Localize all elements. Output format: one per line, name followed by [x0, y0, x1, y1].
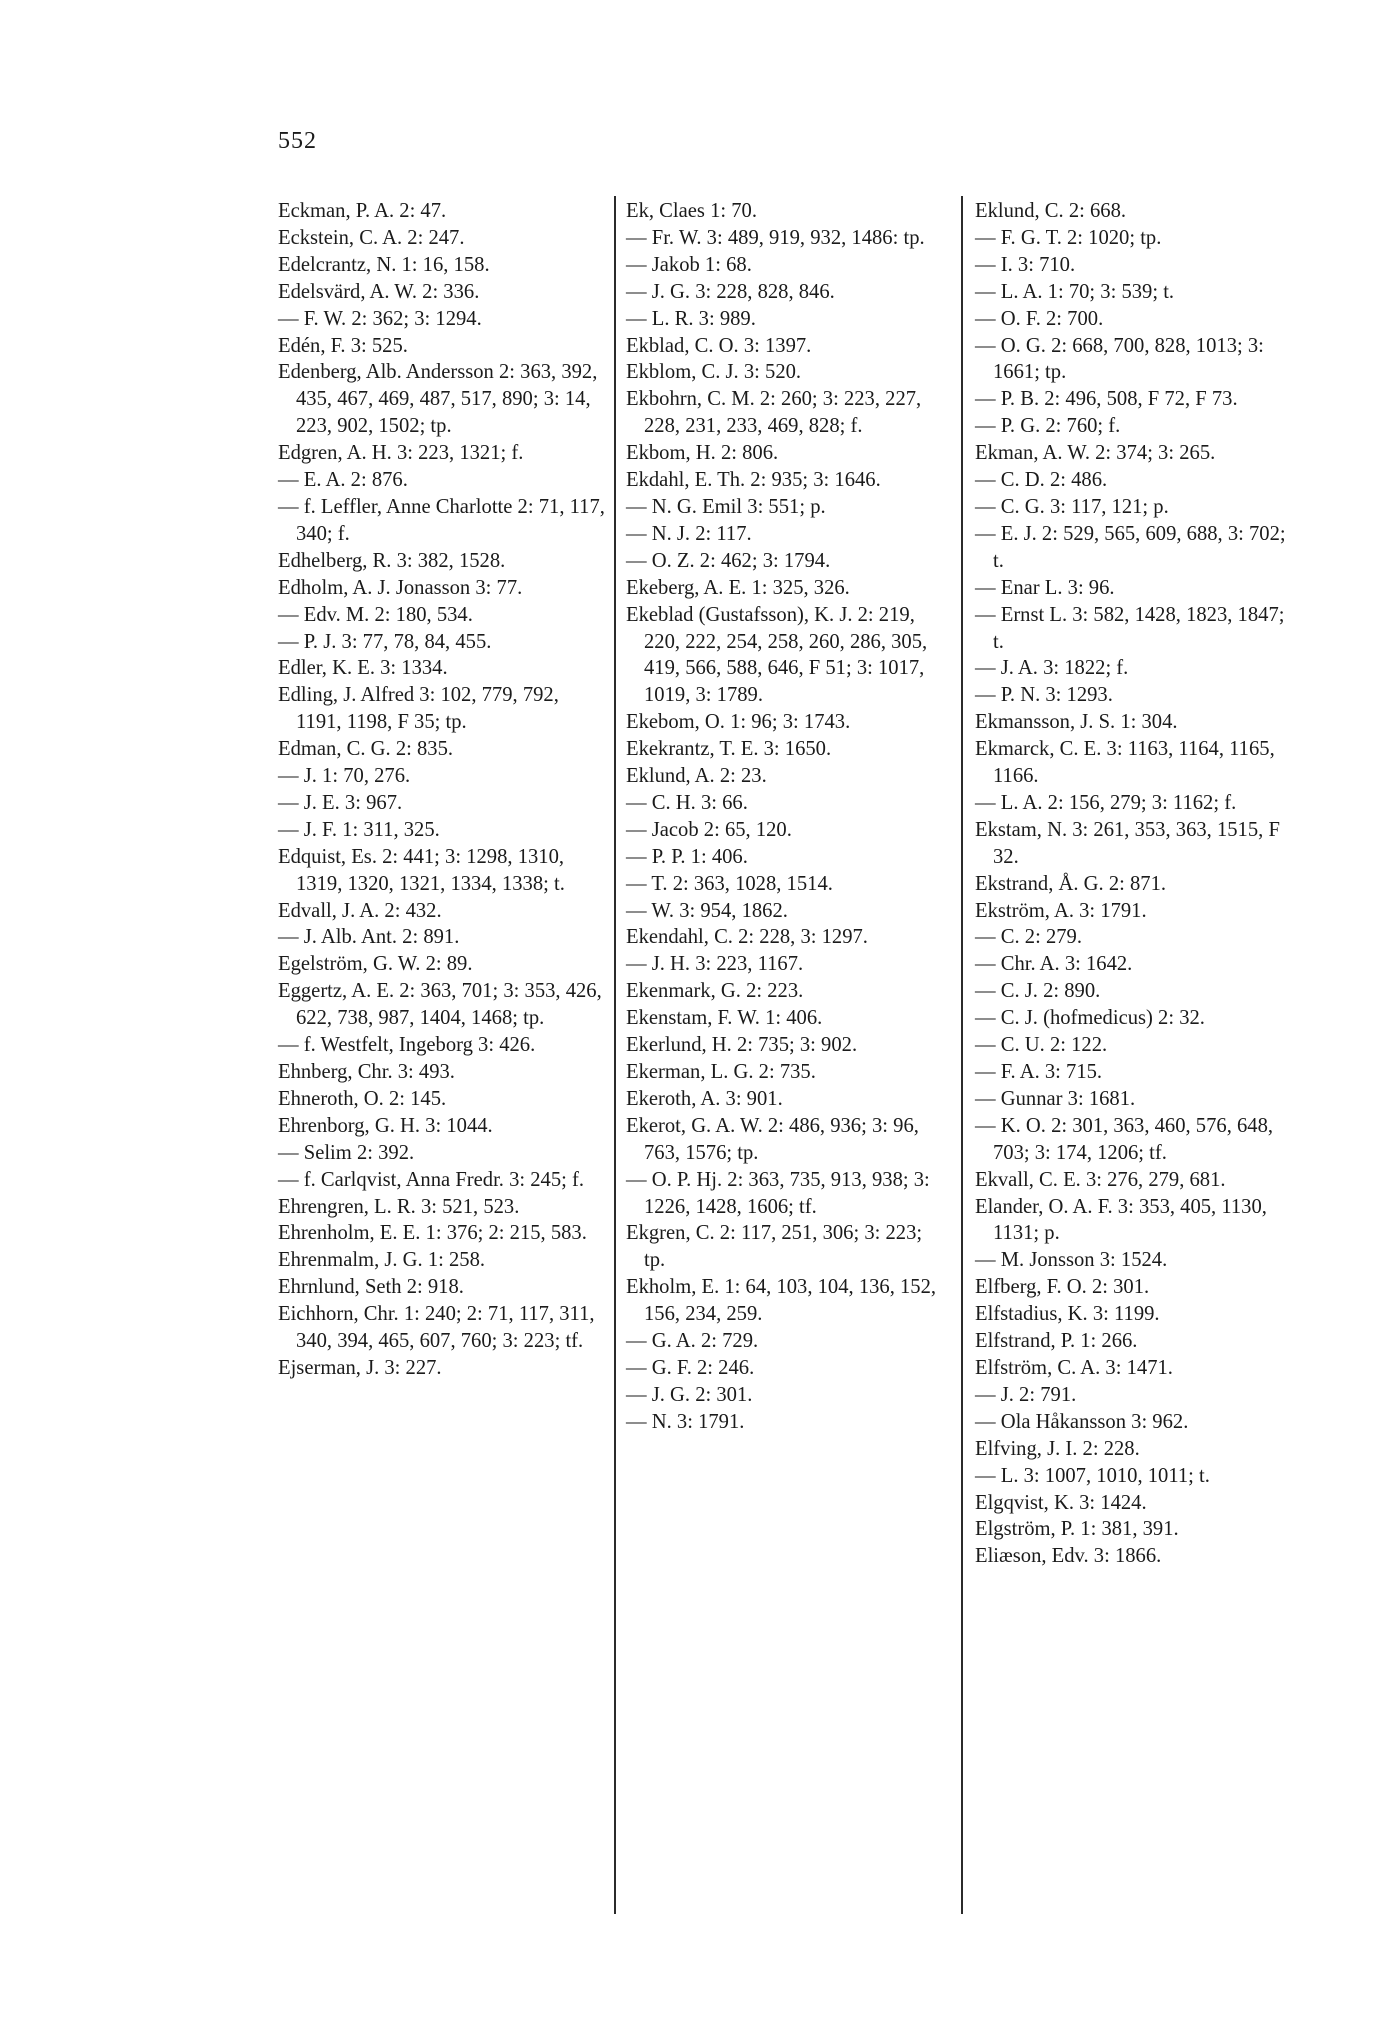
- index-entry: — L. R. 3: 989.: [626, 307, 756, 330]
- index-entry: Ekenstam, F. W. 1: 406.: [626, 1007, 823, 1030]
- index-entry: — J. G. 2: 301.: [626, 1383, 753, 1406]
- index-entry: — P. P. 1: 406.: [626, 845, 748, 868]
- index-entry: Edman, C. G. 2: 835.: [278, 738, 454, 761]
- index-entry: Ekeblad (Gustafsson), K. J. 2: 219, 220, 222, 254, 258, 260, 286, 305, 419, 566, 588, 646, F 51; 3: 1017, 1019, 3: 1789.: [626, 603, 928, 707]
- index-entry: Ehrenborg, G. H. 3: 1044.: [278, 1114, 493, 1137]
- index-entry: Eichhorn, Chr. 1: 240; 2: 71, 117, 311, 340, 394, 465, 607, 760; 3: 223; tf.: [278, 1303, 595, 1353]
- index-entry: Ehrengren, L. R. 3: 521, 523.: [278, 1195, 520, 1218]
- index-entry: Ekbom, H. 2: 806.: [626, 442, 779, 465]
- index-entry: Ekblad, C. O. 3: 1397.: [626, 334, 812, 357]
- index-entry: — J. Alb. Ant. 2: 891.: [278, 926, 460, 949]
- index-entry: — P. N. 3: 1293.: [975, 684, 1113, 707]
- index-entry: Ejserman, J. 3: 227.: [278, 1356, 442, 1379]
- index-entry: Eckman, P. A. 2: 47.: [278, 200, 447, 222]
- index-entry: Ekekrantz, T. E. 3: 1650.: [626, 738, 832, 761]
- index-entry: — E. J. 2: 529, 565, 609, 688, 3: 702; t.: [975, 522, 1286, 572]
- index-entry: Ekstrand, Å. G. 2: 871.: [975, 872, 1167, 895]
- index-entry: — T. 2: 363, 1028, 1514.: [626, 872, 833, 895]
- index-entry: Edler, K. E. 3: 1334.: [278, 657, 448, 680]
- index-entry: — M. Jonsson 3: 1524.: [975, 1249, 1168, 1272]
- index-entry: — Ola Håkansson 3: 962.: [975, 1410, 1189, 1433]
- index-entry: — f. Carlqvist, Anna Fredr. 3: 245; f.: [278, 1168, 585, 1191]
- index-entry: Ekgren, C. 2: 117, 251, 306; 3: 223; tp.: [626, 1222, 923, 1272]
- index-entry: — N. J. 2: 117.: [626, 522, 752, 545]
- index-entry: Ekmansson, J. S. 1: 304.: [975, 711, 1178, 734]
- index-entry: — Ernst L. 3: 582, 1428, 1823, 1847; t.: [975, 603, 1285, 653]
- index-entry: Eklund, C. 2: 668.: [975, 200, 1127, 222]
- index-entry: Ekmarck, C. E. 3: 1163, 1164, 1165, 1166.: [975, 738, 1275, 788]
- index-entry: — C. U. 2: 122.: [975, 1034, 1108, 1057]
- page-number: 552: [278, 128, 317, 154]
- index-entry: Ehrenholm, E. E. 1: 376; 2: 215, 583.: [278, 1222, 587, 1245]
- index-entry: Edenberg, Alb. Andersson 2: 363, 392, 435, 467, 469, 487, 517, 890; 3: 14, 223, 902, 1502; tp.: [278, 361, 598, 438]
- index-entry: Ekeberg, A. E. 1: 325, 326.: [626, 576, 850, 599]
- index-entry: Edvall, J. A. 2: 432.: [278, 899, 442, 922]
- index-entry: Egelström, G. W. 2: 89.: [278, 953, 473, 976]
- index-entry: — G. F. 2: 246.: [626, 1356, 755, 1379]
- index-entry: Edquist, Es. 2: 441; 3: 1298, 1310, 1319, 1320, 1321, 1334, 1338; t.: [278, 845, 565, 895]
- index-entry: Elander, O. A. F. 3: 353, 405, 1130, 1131; p.: [975, 1195, 1267, 1245]
- index-entry: Ekebom, O. 1: 96; 3: 1743.: [626, 711, 851, 734]
- index-entry: Elgqvist, K. 3: 1424.: [975, 1491, 1147, 1514]
- index-entry: — G. A. 2: 729.: [626, 1330, 759, 1353]
- index-column-1: [278, 198, 608, 1910]
- index-entry: — f. Leffler, Anne Charlotte 2: 71, 117, 340; f.: [278, 495, 605, 545]
- index-entry: — Edv. M. 2: 180, 534.: [278, 603, 473, 626]
- index-entry: Elfström, C. A. 3: 1471.: [975, 1356, 1173, 1379]
- index-entry: — O. F. 2: 700.: [975, 307, 1104, 330]
- index-entry: Ekström, A. 3: 1791.: [975, 899, 1147, 922]
- index-entry: — C. 2: 279.: [975, 926, 1082, 949]
- index-entry: Ekblom, C. J. 3: 520.: [626, 361, 802, 384]
- index-entry: — P. G. 2: 760; f.: [975, 415, 1121, 438]
- index-entry: — O. G. 2: 668, 700, 828, 1013; 3: 1661; tp.: [975, 334, 1264, 384]
- index-entry: — C. H. 3: 66.: [626, 791, 748, 814]
- index-entry: Edhelberg, R. 3: 382, 1528.: [278, 549, 506, 572]
- index-entry: — Chr. A. 3: 1642.: [975, 953, 1133, 976]
- index-entry: Elfving, J. I. 2: 228.: [975, 1437, 1140, 1460]
- index-entry: — Enar L. 3: 96.: [975, 576, 1115, 599]
- index-entry: Ekerman, L. G. 2: 735.: [626, 1061, 816, 1083]
- index-entry: — L. A. 1: 70; 3: 539; t.: [975, 280, 1175, 303]
- index-entry: Edling, J. Alfred 3: 102, 779, 792, 1191, 1198, F 35; tp.: [278, 684, 559, 734]
- index-entry: Ekendahl, C. 2: 228, 3: 1297.: [626, 926, 868, 949]
- index-entry: Ekbohrn, C. M. 2: 260; 3: 223, 227, 228, 231, 233, 469, 828; f.: [626, 388, 922, 438]
- index-entry: — O. P. Hj. 2: 363, 735, 913, 938; 3: 1226, 1428, 1606; tf.: [626, 1168, 930, 1218]
- index-entry: Edelcrantz, N. 1: 16, 158.: [278, 253, 490, 276]
- index-entry: Eggertz, A. E. 2: 363, 701; 3: 353, 426, 622, 738, 987, 1404, 1468; tp.: [278, 980, 602, 1030]
- index-entry: — F. G. T. 2: 1020; tp.: [975, 226, 1162, 249]
- index-entry: — L. A. 2: 156, 279; 3: 1162; f.: [975, 791, 1237, 814]
- index-entry: Ekdahl, E. Th. 2: 935; 3: 1646.: [626, 469, 881, 492]
- index-entry: — C. D. 2: 486.: [975, 469, 1108, 492]
- index-entry: — J. G. 3: 228, 828, 846.: [626, 280, 835, 303]
- index-entry: — Selim 2: 392.: [278, 1141, 415, 1164]
- index-entry: — Jakob 1: 68.: [626, 253, 752, 276]
- index-entry: — F. W. 2: 362; 3: 1294.: [278, 307, 482, 330]
- index-entry: Ekeroth, A. 3: 901.: [626, 1087, 783, 1110]
- index-entry: Ekerlund, H. 2: 735; 3: 902.: [626, 1034, 858, 1057]
- index-entry: Edgren, A. H. 3: 223, 1321; f.: [278, 442, 524, 465]
- index-entry: Ekman, A. W. 2: 374; 3: 265.: [975, 442, 1216, 465]
- index-entry: Ekenmark, G. 2: 223.: [626, 980, 804, 1003]
- index-entry: — J. H. 3: 223, 1167.: [626, 953, 804, 976]
- index-entry: — J. 1: 70, 276.: [278, 765, 411, 788]
- index-entry: — J. 2: 791.: [975, 1383, 1077, 1406]
- index-entry: Ekholm, E. 1: 64, 103, 104, 136, 152, 156, 234, 259.: [626, 1276, 937, 1326]
- index-entry: Ek, Claes 1: 70.: [626, 200, 757, 222]
- column-divider: [614, 196, 616, 1914]
- index-entry: Ekvall, C. E. 3: 276, 279, 681.: [975, 1168, 1226, 1191]
- index-entry: Elfstrand, P. 1: 266.: [975, 1330, 1138, 1353]
- index-entry: Eliæson, Edv. 3: 1866.: [975, 1545, 1162, 1568]
- index-entry: — J. F. 1: 311, 325.: [278, 818, 440, 841]
- index-entry: Elfberg, F. O. 2: 301.: [975, 1276, 1150, 1299]
- index-entry: Eklund, A. 2: 23.: [626, 765, 767, 788]
- index-entry: — E. A. 2: 876.: [278, 469, 408, 492]
- index-entry: Ehnberg, Chr. 3: 493.: [278, 1061, 455, 1083]
- index-entry: Ekstam, N. 3: 261, 353, 363, 1515, F 32.: [975, 818, 1280, 868]
- index-entry: — K. O. 2: 301, 363, 460, 576, 648, 703; 3: 174, 1206; tf.: [975, 1114, 1274, 1164]
- index-entry: — J. E. 3: 967.: [278, 791, 403, 814]
- index-entry: — I. 3: 710.: [975, 253, 1076, 276]
- index-entry: Edelsvärd, A. W. 2: 336.: [278, 280, 480, 303]
- index-entry: Ehrenmalm, J. G. 1: 258.: [278, 1249, 486, 1272]
- index-entry: — f. Westfelt, Ingeborg 3: 426.: [278, 1034, 536, 1057]
- index-column-3: [975, 198, 1300, 1910]
- index-entry: Elfstadius, K. 3: 1199.: [975, 1303, 1160, 1326]
- index-entry: — Gunnar 3: 1681.: [975, 1087, 1136, 1110]
- index-entry: Ehneroth, O. 2: 145.: [278, 1087, 447, 1110]
- index-entry: — F. A. 3: 715.: [975, 1061, 1103, 1083]
- index-entry: — P. B. 2: 496, 508, F 72, F 73.: [975, 388, 1238, 411]
- index-column-2: [626, 198, 946, 1910]
- index-entry: — C. G. 3: 117, 121; p.: [975, 495, 1169, 518]
- index-entry: — W. 3: 954, 1862.: [626, 899, 788, 922]
- index-entry: Elgström, P. 1: 381, 391.: [975, 1518, 1179, 1541]
- index-entry: — N. 3: 1791.: [626, 1410, 745, 1433]
- index-entry: — O. Z. 2: 462; 3: 1794.: [626, 549, 831, 572]
- index-entry: — L. 3: 1007, 1010, 1011; t.: [975, 1464, 1210, 1487]
- index-entry: Edholm, A. J. Jonasson 3: 77.: [278, 576, 523, 599]
- index-entry: — C. J. 2: 890.: [975, 980, 1101, 1003]
- index-entry: Edén, F. 3: 525.: [278, 334, 408, 357]
- index-entry: Eckstein, C. A. 2: 247.: [278, 226, 465, 249]
- index-entry: — J. A. 3: 1822; f.: [975, 657, 1129, 680]
- index-entry: Ehrnlund, Seth 2: 918.: [278, 1276, 464, 1299]
- column-divider: [961, 196, 963, 1914]
- index-entry: — C. J. (hofmedicus) 2: 32.: [975, 1007, 1205, 1030]
- index-entry: — Fr. W. 3: 489, 919, 932, 1486: tp.: [626, 226, 925, 249]
- index-entry: — N. G. Emil 3: 551; p.: [626, 495, 826, 518]
- index-entry: Ekerot, G. A. W. 2: 486, 936; 3: 96, 763, 1576; tp.: [626, 1114, 919, 1164]
- index-entry: — Jacob 2: 65, 120.: [626, 818, 792, 841]
- index-entry: — P. J. 3: 77, 78, 84, 455.: [278, 630, 492, 653]
